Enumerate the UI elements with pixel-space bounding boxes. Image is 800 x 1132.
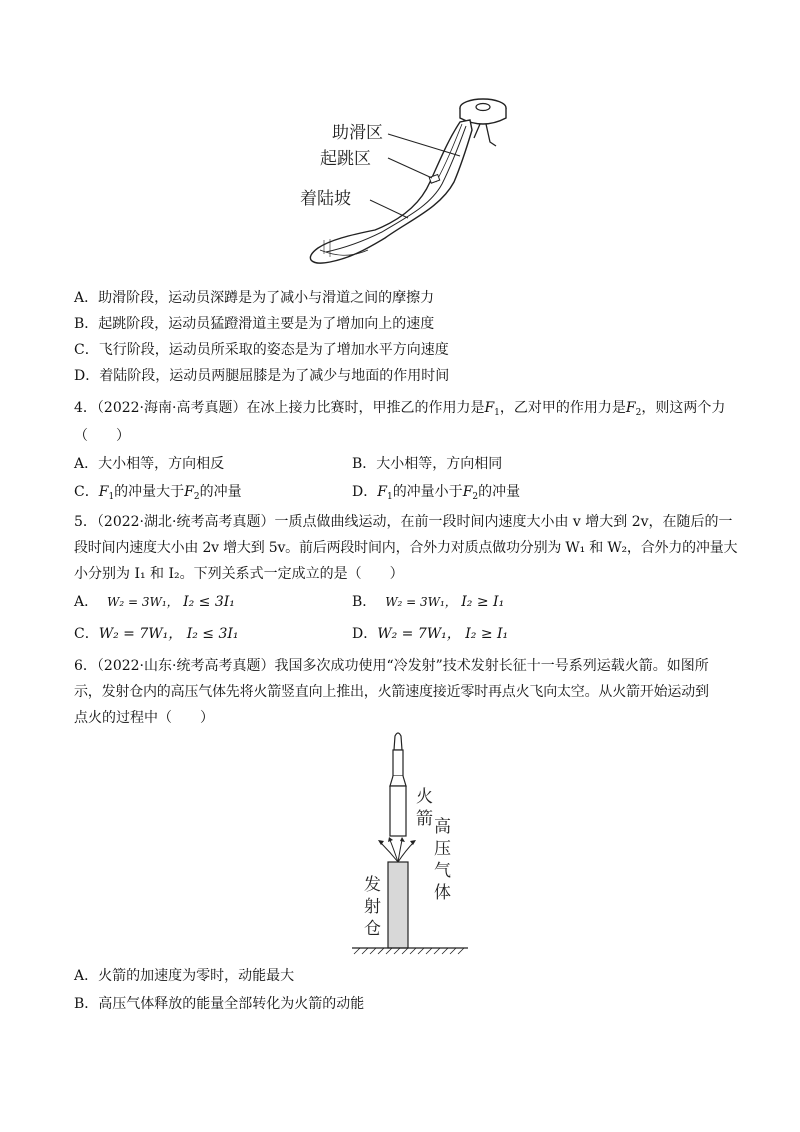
label-landing-slope: 着陆坡 [300,189,351,209]
q3-option-d[interactable]: D．着陆阶段，运动员两腿屈膝是为了减少与地面的作用时间 [74,368,450,384]
q4-option-c[interactable]: C．$F_1$的冲量大于$F_2$的冲量 [74,484,242,502]
label-rocket-2: 箭 [416,809,433,829]
q5-stem-line3: 小分别为 I₁ 和 I₂。下列关系式一定成立的是（ ） [74,566,404,582]
q5-option-b[interactable]: B． W₂ = 3W₁， I₂ ≥ I₁ [352,594,505,610]
label-silo-2: 射 [364,897,381,917]
label-gas-2: 压 [434,839,451,859]
label-run-in-zone: 助滑区 [332,123,383,143]
q6-stem-line2: 示，发射仓内的高压气体先将火箭竖直向上推出，火箭速度接近零时再点火飞向太空。从火箭开始运动到 [74,684,709,700]
label-silo-3: 仓 [364,919,381,939]
q3-option-c[interactable]: C．飞行阶段，运动员所采取的姿态是为了增加水平方向速度 [74,342,449,358]
q4-stem: 4．（2022·海南·高考真题）在冰上接力比赛时，甲推乙的作用力是$F_1$，乙对甲的作用力是$F_2$，则这两个力 [74,400,726,418]
q6-option-b[interactable]: B．高压气体释放的能量全部转化为火箭的动能 [74,996,365,1012]
q4-option-a[interactable]: A．大小相等，方向相反 [74,456,225,472]
q4-option-b[interactable]: B．大小相等，方向相同 [352,456,503,472]
q6-stem-line1: 6．（2022·山东·统考高考真题）我国多次成功使用“冷发射”技术发射长征十一号系列运载火箭。如图所 [74,658,709,674]
q4-option-d[interactable]: D．$F_1$的冲量小于$F_2$的冲量 [352,484,521,502]
q5-option-d[interactable]: D．W₂ = 7W₁， I₂ ≥ I₁ [352,626,509,642]
q5-option-c[interactable]: C．W₂ = 7W₁， I₂ ≤ 3I₁ [74,626,239,642]
q5-stem-line2: 段时间内速度大小由 2v 增大到 5v。前后两段时间内，合外力对质点做功分别为 W₁ 和 W₂，合外力的冲量大 [74,540,738,556]
q5-option-a[interactable]: A． W₂ = 3W₁， I₂ ≤ 3I₁ [74,594,235,610]
label-gas-4: 体 [434,883,451,903]
rocket-launch-figure [340,730,480,960]
q6-option-a[interactable]: A．火箭的加速度为零时，动能最大 [74,968,295,984]
q3-option-b[interactable]: B．起跳阶段，运动员猛蹬滑道主要是为了增加向上的速度 [74,316,435,332]
q3-option-a[interactable]: A．助滑阶段，运动员深蹲是为了减小与滑道之间的摩擦力 [74,290,435,306]
label-gas-1: 高 [434,817,451,837]
q5-stem-line1: 5．（2022·湖北·统考高考真题）一质点做曲线运动，在前一段时间内速度大小由 v 增大到 2v，在随后的一 [74,514,733,530]
label-silo-1: 发 [364,875,381,895]
ski-jump-figure [290,90,520,290]
label-takeoff-zone: 起跳区 [320,149,371,169]
label-gas-3: 气 [434,861,451,881]
q6-stem-line3: 点火的过程中（ ） [74,710,214,726]
q4-paren: （ ） [74,428,130,444]
label-rocket-1: 火 [416,787,433,807]
